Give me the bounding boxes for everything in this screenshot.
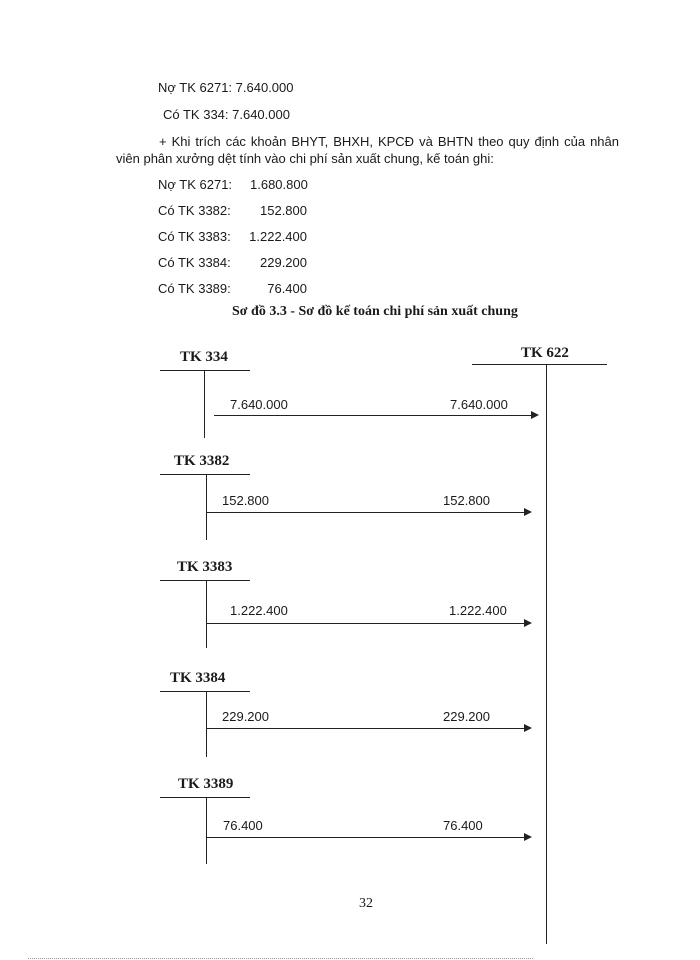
diagram-title: Sơ đồ 3.3 - Sơ đồ kế toán chi phí sản xuất chung: [232, 304, 518, 319]
entry-credit-334: Có TK 334: 7.640.000: [163, 107, 290, 122]
entry-debit-6271-wages: Nợ TK 6271: 7.640.000: [158, 80, 294, 95]
source-account-label: TK 3384: [170, 670, 226, 686]
source-t-bar: [160, 370, 250, 371]
debit-amount: 229.200: [222, 709, 269, 724]
source-account-label: TK 3383: [177, 559, 233, 575]
entry-amount: 229.200: [260, 255, 307, 270]
paragraph-text: + Khi trích các khoản BHYT, BHXH, KPCĐ và BHTN theo quy định của nhân viên phân xưởng dệt tính vào chi phí sản xuất chung, kế toán ghi:: [116, 134, 619, 166]
entry-amount: 1.222.400: [249, 229, 307, 244]
posting-arrow: [207, 512, 530, 513]
debit-amount: 152.800: [222, 493, 269, 508]
target-account-t-bar: [472, 364, 607, 365]
debit-amount: 1.222.400: [230, 603, 288, 618]
source-account-label: TK 3382: [174, 453, 230, 469]
entry-amount: 152.800: [260, 203, 307, 218]
debit-amount: 76.400: [223, 818, 263, 833]
entry-acct: Có TK 3389:: [158, 281, 231, 296]
source-t-stem: [206, 474, 207, 540]
footer-rule: [28, 958, 533, 959]
source-t-stem: [204, 370, 205, 438]
entry-acct: Có TK 3383:: [158, 229, 231, 244]
source-t-bar: [160, 580, 250, 581]
source-account-label: TK 334: [180, 349, 228, 365]
source-t-bar: [160, 474, 250, 475]
source-t-bar: [160, 691, 250, 692]
posting-arrow: [207, 837, 530, 838]
credit-amount: 229.200: [443, 709, 490, 724]
credit-amount: 7.640.000: [450, 397, 508, 412]
target-account-t-stem: [546, 364, 547, 944]
source-t-stem: [206, 580, 207, 648]
page-number: 32: [359, 896, 373, 911]
credit-amount: 76.400: [443, 818, 483, 833]
credit-amount: 152.800: [443, 493, 490, 508]
source-t-bar: [160, 797, 250, 798]
entry-amount: 1.680.800: [250, 177, 308, 192]
target-account-label: TK 622: [521, 345, 569, 361]
source-t-stem: [206, 691, 207, 757]
posting-arrow: [214, 415, 537, 416]
entry-acct: Có TK 3384:: [158, 255, 231, 270]
entry-acct: Có TK 3382:: [158, 203, 231, 218]
entry-amount: 76.400: [267, 281, 307, 296]
credit-amount: 1.222.400: [449, 603, 507, 618]
source-t-stem: [206, 797, 207, 864]
posting-arrow: [207, 623, 530, 624]
debit-amount: 7.640.000: [230, 397, 288, 412]
entry-acct: Nợ TK 6271:: [158, 177, 233, 192]
source-account-label: TK 3389: [178, 776, 234, 792]
posting-arrow: [207, 728, 530, 729]
